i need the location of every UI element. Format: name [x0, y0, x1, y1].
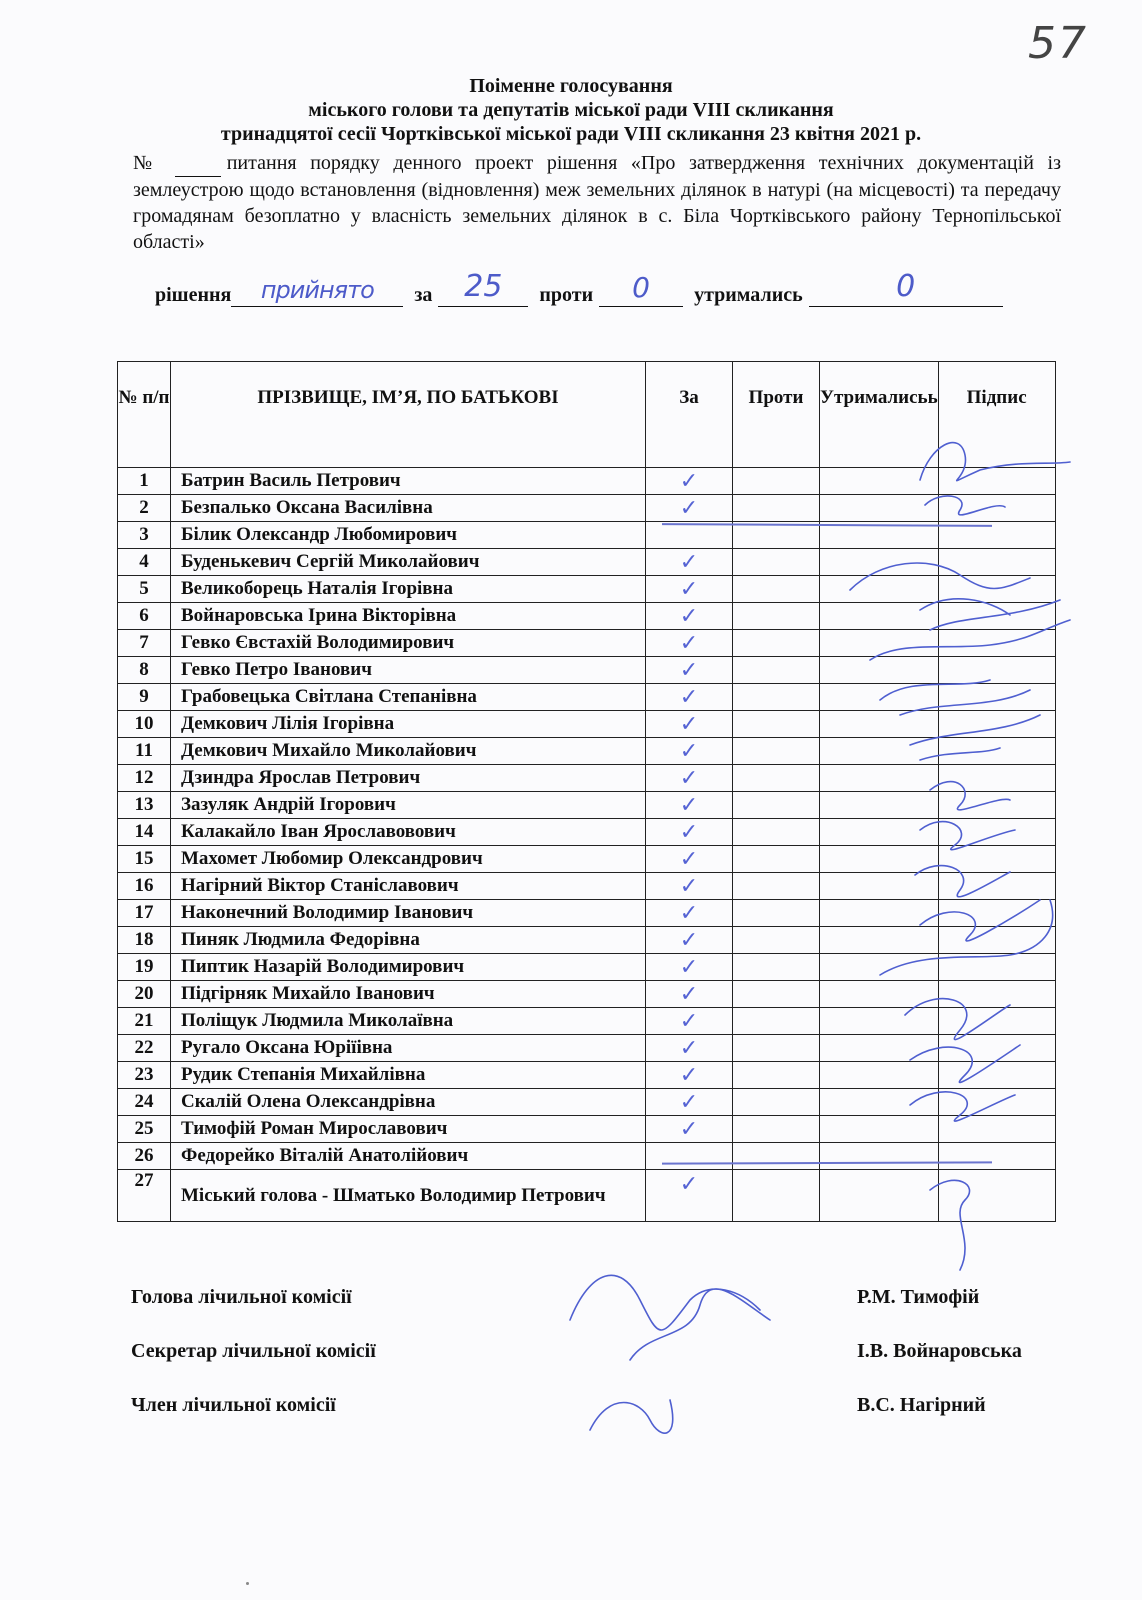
- row-name: Гевко Євстахій Володимирович: [171, 630, 646, 657]
- row-signature: [938, 1116, 1055, 1143]
- table-row: [118, 603, 1056, 630]
- row-name: Махомет Любомир Олександрович: [171, 846, 646, 873]
- row-abstained: [820, 1116, 939, 1143]
- row-against: [733, 603, 820, 630]
- row-signature: [938, 738, 1055, 765]
- table-row: [118, 1170, 1056, 1222]
- question-number-sign: №: [133, 152, 161, 174]
- row-name: Білик Олександр Любомирович: [171, 522, 646, 549]
- row-against: [733, 657, 820, 684]
- row-signature: [938, 1170, 1055, 1222]
- row-for-mark: [646, 1143, 733, 1170]
- row-against: [733, 873, 820, 900]
- row-name: Великоборець Наталія Ігорівна: [171, 576, 646, 603]
- row-number: 5: [118, 576, 171, 603]
- row-name: Рудик Степанія Михайлівна: [171, 1062, 646, 1089]
- row-against: [733, 765, 820, 792]
- row-abstained: [820, 1008, 939, 1035]
- row-abstained: [820, 630, 939, 657]
- header-against: Проти: [733, 362, 820, 468]
- row-signature: [938, 468, 1055, 495]
- row-for-mark: ✓: [646, 1035, 733, 1062]
- row-against: [733, 1008, 820, 1035]
- table-row: [118, 468, 1056, 495]
- row-for-mark: ✓: [646, 549, 733, 576]
- row-abstained: [820, 657, 939, 684]
- table-row: [118, 1116, 1056, 1143]
- row-against: [733, 1089, 820, 1116]
- row-against: [733, 981, 820, 1008]
- row-abstained: [820, 1062, 939, 1089]
- row-number: 14: [118, 819, 171, 846]
- table-row: [118, 1143, 1056, 1170]
- row-number: 16: [118, 873, 171, 900]
- header-abstained: Утрималисьь: [820, 362, 939, 468]
- row-against: [733, 495, 820, 522]
- row-for-mark: ✓: [646, 630, 733, 657]
- row-number: 26: [118, 1143, 171, 1170]
- row-number: 3: [118, 522, 171, 549]
- abstained-count: 0: [896, 269, 916, 304]
- row-abstained: [820, 954, 939, 981]
- commission-signature: [590, 1400, 673, 1433]
- row-signature: [938, 657, 1055, 684]
- row-for-mark: ✓: [646, 927, 733, 954]
- row-for-mark: ✓: [646, 657, 733, 684]
- table-row: [118, 792, 1056, 819]
- row-abstained: [820, 1170, 939, 1222]
- row-against: [733, 576, 820, 603]
- row-for-mark: ✓: [646, 1116, 733, 1143]
- header-for: За: [646, 362, 733, 468]
- row-number: 17: [118, 900, 171, 927]
- row-for-mark: [646, 522, 733, 549]
- row-against: [733, 1035, 820, 1062]
- row-against: [733, 711, 820, 738]
- row-for-mark: ✓: [646, 900, 733, 927]
- row-for-mark: ✓: [646, 1062, 733, 1089]
- row-for-mark: ✓: [646, 603, 733, 630]
- row-for-mark: ✓: [646, 468, 733, 495]
- row-number: 1: [118, 468, 171, 495]
- table-row: [118, 819, 1056, 846]
- row-against: [733, 846, 820, 873]
- row-abstained: [820, 549, 939, 576]
- row-number: 20: [118, 981, 171, 1008]
- row-signature: [938, 900, 1055, 927]
- question-text: питання порядку денного проект рішення «Про затвердження технічних документацій із землеустрою щодо встановлення (відновлення) меж земельних ділянок в натурі (на місцевості) та передачу громадянам безоплатно у власність земельних ділянок в с. Біла Чортківського району Тернопільської області»: [133, 152, 1061, 253]
- row-number: 9: [118, 684, 171, 711]
- row-against: [733, 927, 820, 954]
- row-number: 15: [118, 846, 171, 873]
- row-signature: [938, 495, 1055, 522]
- table-row: [118, 549, 1056, 576]
- row-for-mark: ✓: [646, 792, 733, 819]
- row-abstained: [820, 684, 939, 711]
- row-number: 7: [118, 630, 171, 657]
- row-abstained: [820, 900, 939, 927]
- row-number: 27: [118, 1170, 171, 1222]
- decision-value: прийнято: [260, 276, 374, 304]
- table-row: [118, 1062, 1056, 1089]
- table-row: [118, 576, 1056, 603]
- row-against: [733, 954, 820, 981]
- row-against: [733, 630, 820, 657]
- table-row: [118, 846, 1056, 873]
- table-row: [118, 630, 1056, 657]
- table-row: [118, 765, 1056, 792]
- row-signature: [938, 1062, 1055, 1089]
- row-signature: [938, 792, 1055, 819]
- row-signature: [938, 846, 1055, 873]
- row-against: [733, 1116, 820, 1143]
- row-number: 23: [118, 1062, 171, 1089]
- question-number-blank: [175, 150, 221, 177]
- row-number: 8: [118, 657, 171, 684]
- for-count: 25: [464, 269, 503, 304]
- row-number: 4: [118, 549, 171, 576]
- row-signature: [938, 1008, 1055, 1035]
- row-abstained: [820, 738, 939, 765]
- header-name: ПРІЗВИЩЕ, ІМ’Я, ПО БАТЬКОВІ: [171, 362, 646, 468]
- row-name: Скалій Олена Олександрівна: [171, 1089, 646, 1116]
- table-row: [118, 1035, 1056, 1062]
- row-for-mark: ✓: [646, 1008, 733, 1035]
- row-name: Наконечний Володимир Іванович: [171, 900, 646, 927]
- commission-member-label: Член лічильної комісії: [131, 1394, 336, 1416]
- row-name: Зазуляк Андрій Ігорович: [171, 792, 646, 819]
- row-signature: [938, 684, 1055, 711]
- commission-secretary-label: Секретар лічильної комісії: [131, 1340, 376, 1362]
- row-abstained: [820, 792, 939, 819]
- row-abstained: [820, 846, 939, 873]
- table-row: [118, 873, 1056, 900]
- row-against: [733, 1143, 820, 1170]
- row-signature: [938, 873, 1055, 900]
- row-name: Поліщук Людмила Миколаївна: [171, 1008, 646, 1035]
- row-name: Дзиндра Ярослав Петрович: [171, 765, 646, 792]
- row-for-mark: ✓: [646, 1089, 733, 1116]
- row-number: 21: [118, 1008, 171, 1035]
- row-for-mark: ✓: [646, 981, 733, 1008]
- row-for-mark: ✓: [646, 873, 733, 900]
- scan-speck: [246, 1582, 249, 1585]
- row-for-mark: ✓: [646, 738, 733, 765]
- abstained-label: утримались: [694, 284, 803, 306]
- row-signature: [938, 630, 1055, 657]
- agenda-question: [133, 150, 1061, 255]
- commission-secretary-name: І.В. Войнаровська: [857, 1340, 1022, 1362]
- row-number: 2: [118, 495, 171, 522]
- row-number: 19: [118, 954, 171, 981]
- row-signature: [938, 549, 1055, 576]
- document-title: Поіменне голосування: [469, 75, 673, 97]
- row-name: Федорейко Віталій Анатолійович: [171, 1143, 646, 1170]
- row-signature: [938, 1143, 1055, 1170]
- votes-table: [117, 361, 1056, 1222]
- row-against: [733, 819, 820, 846]
- table-row: [118, 900, 1056, 927]
- row-number: 18: [118, 927, 171, 954]
- row-abstained: [820, 1035, 939, 1062]
- row-against: [733, 738, 820, 765]
- row-for-mark: ✓: [646, 576, 733, 603]
- row-for-mark: ✓: [646, 954, 733, 981]
- row-abstained: [820, 711, 939, 738]
- row-abstained: [820, 819, 939, 846]
- row-signature: [938, 954, 1055, 981]
- table-row: [118, 927, 1056, 954]
- commission-signature: [570, 1275, 770, 1360]
- header-number: № п/п: [118, 362, 171, 468]
- table-row: [118, 1008, 1056, 1035]
- row-signature: [938, 576, 1055, 603]
- document-subtitle: міського голови та депутатів міської ради VIII скликання: [308, 99, 834, 121]
- row-against: [733, 900, 820, 927]
- row-abstained: [820, 468, 939, 495]
- against-value-blank: [599, 271, 683, 307]
- row-abstained: [820, 765, 939, 792]
- row-signature: [938, 603, 1055, 630]
- row-abstained: [820, 495, 939, 522]
- row-signature: [938, 927, 1055, 954]
- commission-member-name: В.С. Нагірний: [857, 1394, 986, 1416]
- row-number: 24: [118, 1089, 171, 1116]
- row-for-mark: ✓: [646, 684, 733, 711]
- row-number: 6: [118, 603, 171, 630]
- row-for-mark: ✓: [646, 711, 733, 738]
- row-signature: [938, 765, 1055, 792]
- row-name: Батрин Василь Петрович: [171, 468, 646, 495]
- row-name: Грабовецька Світлана Степанівна: [171, 684, 646, 711]
- abstained-value-blank: [809, 269, 1003, 307]
- row-name: Пиняк Людмила Федорівна: [171, 927, 646, 954]
- table-row: [118, 684, 1056, 711]
- row-abstained: [820, 1143, 939, 1170]
- row-signature: [938, 711, 1055, 738]
- row-against: [733, 468, 820, 495]
- decision-label: рішення: [155, 284, 232, 306]
- for-value-blank: [438, 269, 528, 307]
- row-against: [733, 684, 820, 711]
- table-row: [118, 711, 1056, 738]
- row-abstained: [820, 1089, 939, 1116]
- row-number: 13: [118, 792, 171, 819]
- commission-head-name: Р.М. Тимофій: [857, 1286, 980, 1308]
- row-number: 22: [118, 1035, 171, 1062]
- row-against: [733, 792, 820, 819]
- row-name: Калакайло Іван Ярославовович: [171, 819, 646, 846]
- table-row: [118, 495, 1056, 522]
- table-row: [118, 981, 1056, 1008]
- row-abstained: [820, 981, 939, 1008]
- row-against: [733, 1170, 820, 1222]
- row-signature: [938, 1035, 1055, 1062]
- page-number: 57: [1028, 18, 1088, 69]
- against-count: 0: [632, 271, 650, 304]
- row-signature: [938, 981, 1055, 1008]
- table-row: [118, 1089, 1056, 1116]
- row-signature: [938, 1089, 1055, 1116]
- table-row: [118, 954, 1056, 981]
- decision-summary: [155, 269, 1003, 307]
- row-name: Тимофій Роман Мирославович: [171, 1116, 646, 1143]
- against-label: проти: [539, 284, 594, 306]
- row-for-mark: ✓: [646, 819, 733, 846]
- row-name: Нагірний Віктор Станіславович: [171, 873, 646, 900]
- table-row: [118, 738, 1056, 765]
- row-for-mark: ✓: [646, 846, 733, 873]
- row-name: Демкович Михайло Миколайович: [171, 738, 646, 765]
- row-signature: [938, 819, 1055, 846]
- row-name: Гевко Петро Іванович: [171, 657, 646, 684]
- row-for-mark: ✓: [646, 1170, 733, 1222]
- row-name: Міський голова - Шматько Володимир Петрович: [171, 1170, 646, 1222]
- row-name: Підгірняк Михайло Іванович: [171, 981, 646, 1008]
- row-abstained: [820, 576, 939, 603]
- header-signature: Підпис: [938, 362, 1055, 468]
- table-row: [118, 657, 1056, 684]
- row-name: Ругало Оксана Юріїівна: [171, 1035, 646, 1062]
- row-number: 12: [118, 765, 171, 792]
- row-number: 11: [118, 738, 171, 765]
- row-abstained: [820, 927, 939, 954]
- row-name: Пиптик Назарій Володимирович: [171, 954, 646, 981]
- row-against: [733, 1062, 820, 1089]
- row-name: Демкович Лілія Ігорівна: [171, 711, 646, 738]
- row-abstained: [820, 603, 939, 630]
- row-for-mark: ✓: [646, 495, 733, 522]
- for-label: за: [414, 284, 433, 306]
- row-number: 10: [118, 711, 171, 738]
- row-for-mark: ✓: [646, 765, 733, 792]
- row-name: Буденькевич Сергій Миколайович: [171, 549, 646, 576]
- table-body: [118, 468, 1056, 1222]
- decision-value-blank: [231, 276, 403, 307]
- row-abstained: [820, 873, 939, 900]
- table-header-row: [118, 362, 1056, 468]
- row-name: Войнаровська Ірина Вікторівна: [171, 603, 646, 630]
- commission-head-label: Голова лічильної комісії: [131, 1286, 352, 1308]
- row-number: 25: [118, 1116, 171, 1143]
- row-against: [733, 549, 820, 576]
- session-line: тринадцятої сесії Чортківської міської ради VIII скликання 23 квітня 2021 р.: [220, 123, 922, 145]
- row-name: Безпалько Оксана Василівна: [171, 495, 646, 522]
